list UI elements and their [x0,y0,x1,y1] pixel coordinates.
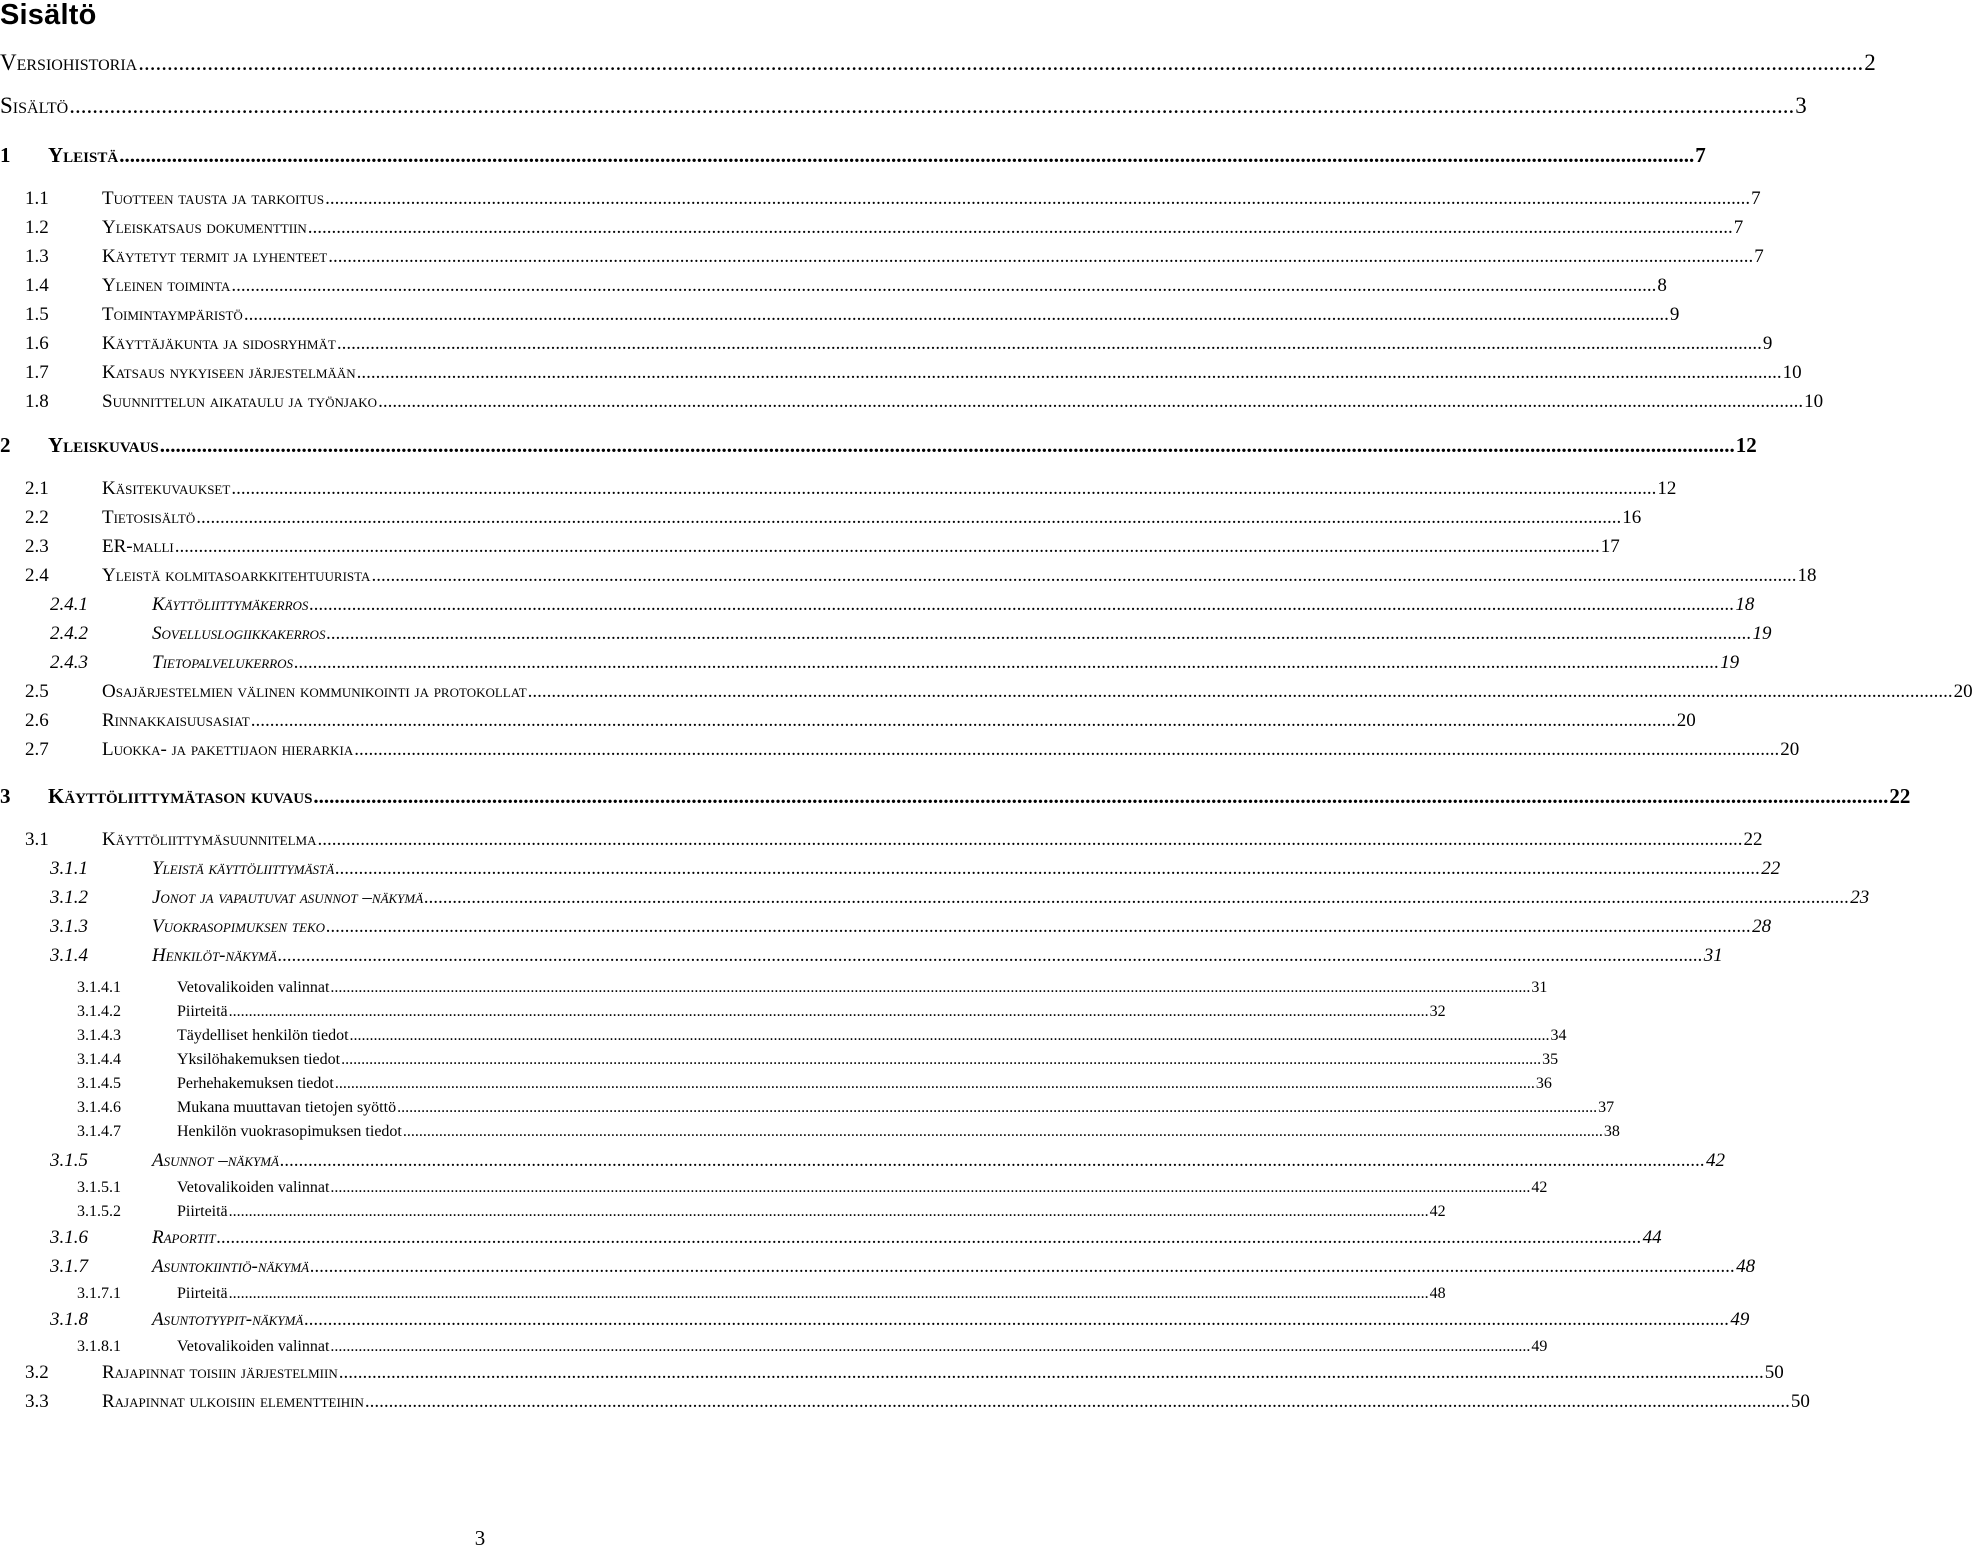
toc-entry-number: 3.1.5 [50,1150,88,1171]
toc-dot-leader: ............................................................................................................................................................................................................................................................................................................ [349,1027,1550,1044]
toc-dot-leader: ............................................................................................................................................................................................................................................................................................................ [69,93,1795,118]
toc-entry-title: Rajapinnat ulkoisiin elementteihin [102,1391,364,1412]
toc-dot-leader: ............................................................................................................................................................................................................................................................................................................ [174,536,1600,557]
toc-dot-leader: ............................................................................................................................................................................................................................................................................................................ [317,829,1743,850]
toc-entry[interactable] [25,681,1973,703]
toc-entry[interactable] [0,93,1807,119]
toc-dot-leader: ............................................................................................................................................................................................................................................................................................................ [159,433,1735,457]
toc-entry-title: Täydelliset henkilön tiedot [177,1027,349,1044]
toc-entry-title: Vetovalikoiden valinnat [177,979,330,996]
toc-dot-leader: ............................................................................................................................................................................................................................................................................................................ [364,1391,1790,1412]
toc-entry-page: 17 [1600,536,1620,557]
toc-dot-leader: ............................................................................................................................................................................................................................................................................................................ [309,594,1735,615]
toc-dot-leader: ............................................................................................................................................................................................................................................................................................................ [326,916,1752,937]
toc-entry[interactable] [77,1285,1446,1303]
toc-entry[interactable] [25,565,1817,587]
toc-entry[interactable] [50,1309,1750,1331]
toc-entry-number: 2.3 [25,536,49,557]
toc-entry-title: Yleinen toiminta [102,275,231,296]
toc-entry[interactable] [0,143,1706,168]
toc-entry-number: 2.6 [25,710,49,731]
toc-entry-title: Tuotteen tausta ja tarkoitus [102,188,325,209]
toc-entry-title: Yleistä käyttöliittymästä [152,858,335,879]
toc-entry-page: 42 [1531,1179,1548,1196]
toc-entry[interactable] [50,858,1781,880]
toc-entry-page: 20 [1953,681,1973,702]
toc-entry-title: Osajärjestelmien välinen kommunikointi ja protokollat [102,681,527,702]
toc-entry-page: 10 [1804,391,1824,412]
toc-entry-number: 3.1.4.4 [77,1051,121,1068]
toc-entry[interactable] [50,1227,1662,1249]
toc-entry-page: 36 [1535,1075,1552,1092]
toc-entry-title: Asuntokiintiö-näkymä [152,1256,310,1277]
toc-entry[interactable] [50,945,1723,967]
toc-dot-leader: ............................................................................................................................................................................................................................................................................................................ [280,1150,1705,1171]
toc-dot-leader: ............................................................................................................................................................................................................................................................................................................ [424,887,1850,908]
toc-entry-number: 3.1.7.1 [77,1285,121,1302]
toc-entry-number: 1.5 [25,304,49,325]
toc-entry-page: 9 [1762,333,1773,354]
toc-entry[interactable] [25,246,1764,268]
toc-entry[interactable] [0,50,1876,76]
toc-entry-number: 2.4.2 [50,623,88,644]
toc-entry[interactable] [50,916,1772,938]
toc-dot-leader: ............................................................................................................................................................................................................................................................................................................ [119,143,1695,167]
toc-entry-page: 16 [1622,507,1642,528]
toc-entry-number: 2.1 [25,478,49,499]
toc-entry-title: Asuntotyypit-näkymä [152,1309,304,1330]
toc-entry-number: 1.6 [25,333,49,354]
toc-entry[interactable] [25,391,1824,413]
toc-entry-page: 10 [1782,362,1802,383]
toc-entry-number: 3.1.2 [50,887,88,908]
toc-entry-page: 22 [1761,858,1781,879]
toc-entry-page: 37 [1598,1099,1615,1116]
toc-dot-leader: ............................................................................................................................................................................................................................................................................................................ [397,1099,1598,1116]
toc-dot-leader: ............................................................................................................................................................................................................................................................................................................ [354,739,1780,760]
toc-dot-leader: ............................................................................................................................................................................................................................................................................................................ [378,391,1804,412]
toc-entry-page: 9 [1669,304,1680,325]
toc-entry[interactable] [77,1051,1559,1069]
toc-entry-title: Suunnittelun aikataulu ja työnjako [102,391,378,412]
toc-entry[interactable] [50,594,1755,616]
toc-dot-leader: ............................................................................................................................................................................................................................................................................................................ [294,652,1720,673]
toc-dot-leader: ............................................................................................................................................................................................................................................................................................................ [277,945,1703,966]
toc-dot-leader: ............................................................................................................................................................................................................................................................................................................ [228,1203,1429,1220]
toc-entry-number: 1.3 [25,246,49,267]
toc-entry-title: Käyttäjäkunta ja sidosryhmät [102,333,336,354]
toc-entry-number: 3.1.4.6 [77,1099,121,1116]
toc-entry-title: Käyttöliittymäsuunnitelma [102,829,317,850]
toc-entry-title: Yleiskatsaus dokumenttiin [102,217,307,238]
toc-dot-leader: ............................................................................................................................................................................................................................................................................................................ [371,565,1797,586]
toc-entry-title: Piirteitä [177,1003,228,1020]
toc-entry-page: 49 [1531,1338,1548,1355]
toc-entry-title: Sisältö [0,93,69,118]
toc-dot-leader: ............................................................................................................................................................................................................................................................................................................ [310,1256,1736,1277]
toc-entry-page: 22 [1743,829,1763,850]
toc-dot-leader: ............................................................................................................................................................................................................................................................................................................ [330,1179,1531,1196]
toc-entry-page: 7 [1754,246,1764,267]
toc-dot-leader: ............................................................................................................................................................................................................................................................................................................ [313,784,1889,808]
toc-entry[interactable] [0,433,1757,458]
toc-entry[interactable] [50,623,1772,645]
toc-entry-title: Vuokrasopimuksen teko [152,916,326,937]
toc-dot-leader: ............................................................................................................................................................................................................................................................................................................ [307,217,1733,238]
toc-entry-number: 2.7 [25,739,49,760]
toc-entry-number: 3.1.4.2 [77,1003,121,1020]
toc-entry[interactable] [25,275,1667,297]
toc-entry-page: 48 [1736,1256,1756,1277]
toc-entry-number: 1.7 [25,362,49,383]
toc-entry-number: 3.1.8.1 [77,1338,121,1355]
toc-dot-leader: ............................................................................................................................................................................................................................................................................................................ [250,710,1676,731]
toc-entry-page: 19 [1752,623,1772,644]
toc-entry-page: 31 [1703,945,1723,966]
toc-entry[interactable] [77,1203,1446,1221]
toc-entry-number: 3.1.1 [50,858,88,879]
toc-entry[interactable] [25,507,1642,529]
toc-entry[interactable] [25,1362,1784,1384]
toc-entry-title: Yleistä [48,143,119,167]
toc-dot-leader: ............................................................................................................................................................................................................................................................................................................ [231,478,1657,499]
toc-entry-page: 8 [1657,275,1667,296]
toc-entry-page: 28 [1752,916,1772,937]
toc-entry-number: 2.4 [25,565,49,586]
toc-entry-title: Perhehakemuksen tiedot [177,1075,334,1092]
toc-entry-number: 3.1.5.2 [77,1203,121,1220]
toc-entry-page: 50 [1790,1391,1810,1412]
toc-entry[interactable] [50,887,1870,909]
toc-entry[interactable] [77,1099,1615,1117]
toc-entry-number: 1.2 [25,217,49,238]
toc-dot-leader: ............................................................................................................................................................................................................................................................................................................ [231,275,1657,296]
toc-entry-number: 1.8 [25,391,49,412]
toc-entry-title: Piirteitä [177,1203,228,1220]
toc-dot-leader: ............................................................................................................................................................................................................................................................................................................ [243,304,1669,325]
page-title: Sisältö [0,0,97,31]
toc-entry-number: 3.1.4.1 [77,979,121,996]
toc-entry[interactable] [25,1391,1810,1413]
toc-dot-leader: ............................................................................................................................................................................................................................................................................................................ [335,858,1761,879]
toc-entry-number: 3.1.5.1 [77,1179,121,1196]
toc-entry-number: 3.1.4 [50,945,88,966]
toc-entry-title: Yksilöhakemuksen tiedot [177,1051,341,1068]
toc-entry-title: Jonot ja vapautuvat asunnot –näkymä [152,887,424,908]
toc-entry-title: Mukana muuttavan tietojen syöttö [177,1099,397,1116]
toc-entry[interactable] [25,304,1680,326]
toc-entry-number: 2.4.3 [50,652,88,673]
toc-entry[interactable] [77,1027,1567,1045]
toc-entry-title: Vetovalikoiden valinnat [177,1338,330,1355]
toc-dot-leader: ............................................................................................................................................................................................................................................................................................................ [228,1285,1429,1302]
toc-entry[interactable] [25,536,1620,558]
toc-entry-title: Henkilön vuokrasopimuksen tiedot [177,1123,402,1140]
toc-entry-page: 20 [1780,739,1800,760]
toc-entry[interactable] [77,1179,1548,1197]
toc-dot-leader: ............................................................................................................................................................................................................................................................................................................ [328,246,1754,267]
toc-entry-title: Käytetyt termit ja lyhenteet [102,246,328,267]
toc-entry-number: 3.1.4.3 [77,1027,121,1044]
toc-dot-leader: ............................................................................................................................................................................................................................................................................................................ [325,188,1751,209]
toc-entry[interactable] [25,217,1744,239]
toc-entry-page: 7 [1695,143,1706,167]
toc-entry-title: Piirteitä [177,1285,228,1302]
toc-entry-page: 35 [1542,1051,1559,1068]
toc-entry[interactable] [25,333,1773,355]
toc-entry-page: 32 [1429,1003,1446,1020]
toc-dot-leader: ............................................................................................................................................................................................................................................................................................................ [330,1338,1531,1355]
toc-entry-title: Katsaus nykyiseen järjestelmään [102,362,356,383]
toc-entry[interactable] [77,1003,1446,1021]
toc-entry-page: 34 [1550,1027,1567,1044]
toc-entry-title: Versiohistoria [0,50,138,75]
toc-dot-leader: ............................................................................................................................................................................................................................................................................................................ [527,681,1953,702]
toc-dot-leader: ............................................................................................................................................................................................................................................................................................................ [341,1051,1542,1068]
toc-entry-page: 31 [1531,979,1548,996]
toc-entry-title: Käyttöliittymäkerros [152,594,309,615]
toc-dot-leader: ............................................................................................................................................................................................................................................................................................................ [402,1123,1603,1140]
toc-entry-title: Rajapinnat toisiin järjestelmiin [102,1362,338,1383]
toc-dot-leader: ............................................................................................................................................................................................................................................................................................................ [336,333,1762,354]
toc-entry-number: 3.1.3 [50,916,88,937]
toc-dot-leader: ............................................................................................................................................................................................................................................................................................................ [304,1309,1730,1330]
toc-entry-page: 3 [1795,93,1807,118]
toc-entry[interactable] [25,739,1800,761]
toc-entry-number: 2.4.1 [50,594,88,615]
toc-entry-number: 3.3 [25,1391,49,1412]
toc-entry-page: 18 [1797,565,1817,586]
toc-entry-title: Asunnot –näkymä [152,1150,279,1171]
toc-entry[interactable] [77,1075,1552,1093]
toc-entry[interactable] [77,979,1548,997]
toc-entry-title: Sovelluslogiikkakerros [152,623,326,644]
toc-entry-page: 7 [1733,217,1744,238]
toc-entry-page: 23 [1850,887,1870,908]
toc-entry[interactable] [50,1256,1756,1278]
toc-entry[interactable] [25,188,1761,210]
toc-entry-title: Yleiskuvaus [48,433,159,457]
toc-entry[interactable] [25,362,1802,384]
toc-dot-leader: ............................................................................................................................................................................................................................................................................................................ [196,507,1622,528]
toc-entry-number: 1 [0,143,11,167]
toc-entry-number: 3.1.8 [50,1309,88,1330]
toc-entry-number: 3.1.6 [50,1227,88,1248]
toc-entry[interactable] [0,784,1911,809]
toc-entry-page: 38 [1603,1123,1620,1140]
toc-entry[interactable] [25,478,1677,500]
toc-entry-page: 49 [1730,1309,1750,1330]
toc-entry-page: 42 [1706,1150,1725,1171]
toc-entry-title: Toimintaympäristö [102,304,243,325]
toc-entry-number: 3.1.4.7 [77,1123,121,1140]
toc-entry-number: 2.5 [25,681,49,702]
toc-entry-title: Käsitekuvaukset [102,478,231,499]
toc-dot-leader: ............................................................................................................................................................................................................................................................................................................ [138,50,1864,75]
toc-entry[interactable] [25,829,1763,851]
toc-entry-page: 50 [1764,1362,1784,1383]
toc-dot-leader: ............................................................................................................................................................................................................................................................................................................ [334,1075,1535,1092]
toc-entry-title: Rinnakkaisuusasiat [102,710,250,731]
toc-entry-number: 3.2 [25,1362,49,1383]
toc-dot-leader: ............................................................................................................................................................................................................................................................................................................ [216,1227,1642,1248]
toc-entry-title: Yleistä kolmitasoarkkitehtuurista [102,565,371,586]
toc-entry-number: 1.4 [25,275,49,296]
toc-entry-page: 18 [1735,594,1755,615]
toc-entry-page: 2 [1864,50,1876,75]
toc-entry-page: 12 [1657,478,1677,499]
toc-entry-number: 2.2 [25,507,49,528]
toc-entry-title: Henkilöt-näkymä [152,945,277,966]
toc-entry-page: 19 [1720,652,1740,673]
toc-dot-leader: ............................................................................................................................................................................................................................................................................................................ [356,362,1782,383]
toc-entry-title: Tietosisältö [102,507,196,528]
toc-entry-page: 48 [1429,1285,1446,1302]
toc-entry-number: 1.1 [25,188,49,209]
toc-entry-number: 3 [0,784,11,808]
toc-dot-leader: ............................................................................................................................................................................................................................................................................................................ [338,1362,1764,1383]
toc-entry-page: 12 [1735,433,1757,457]
toc-dot-leader: ............................................................................................................................................................................................................................................................................................................ [228,1003,1429,1020]
toc-entry[interactable] [50,1150,1725,1172]
toc-entry-title: ER-malli [102,536,174,557]
toc-entry-page: 44 [1642,1227,1662,1248]
toc-dot-leader: ............................................................................................................................................................................................................................................................................................................ [330,979,1531,996]
toc-entry-number: 3.1 [25,829,49,850]
toc-entry-page: 22 [1889,784,1911,808]
toc-entry-title: Raportit [152,1227,216,1248]
toc-entry[interactable] [77,1123,1620,1141]
toc-entry[interactable] [77,1338,1548,1356]
toc-entry-page: 7 [1751,188,1761,209]
page-number: 3 [474,1526,486,1550]
toc-entry[interactable] [25,710,1696,732]
toc-entry-title: Vetovalikoiden valinnat [177,1179,330,1196]
toc-entry[interactable] [50,652,1740,674]
toc-entry-number: 2 [0,433,11,457]
toc-entry-page: 20 [1676,710,1696,731]
toc-entry-title: Luokka- ja pakettijaon hierarkia [102,739,354,760]
toc-entry-number: 3.1.7 [50,1256,88,1277]
toc-entry-page: 42 [1429,1203,1446,1220]
toc-dot-leader: ............................................................................................................................................................................................................................................................................................................ [326,623,1752,644]
toc-entry-title: Käyttöliittymätason kuvaus [48,784,313,808]
toc-entry-title: Tietopalvelukerros [152,652,294,673]
toc-entry-number: 3.1.4.5 [77,1075,121,1092]
